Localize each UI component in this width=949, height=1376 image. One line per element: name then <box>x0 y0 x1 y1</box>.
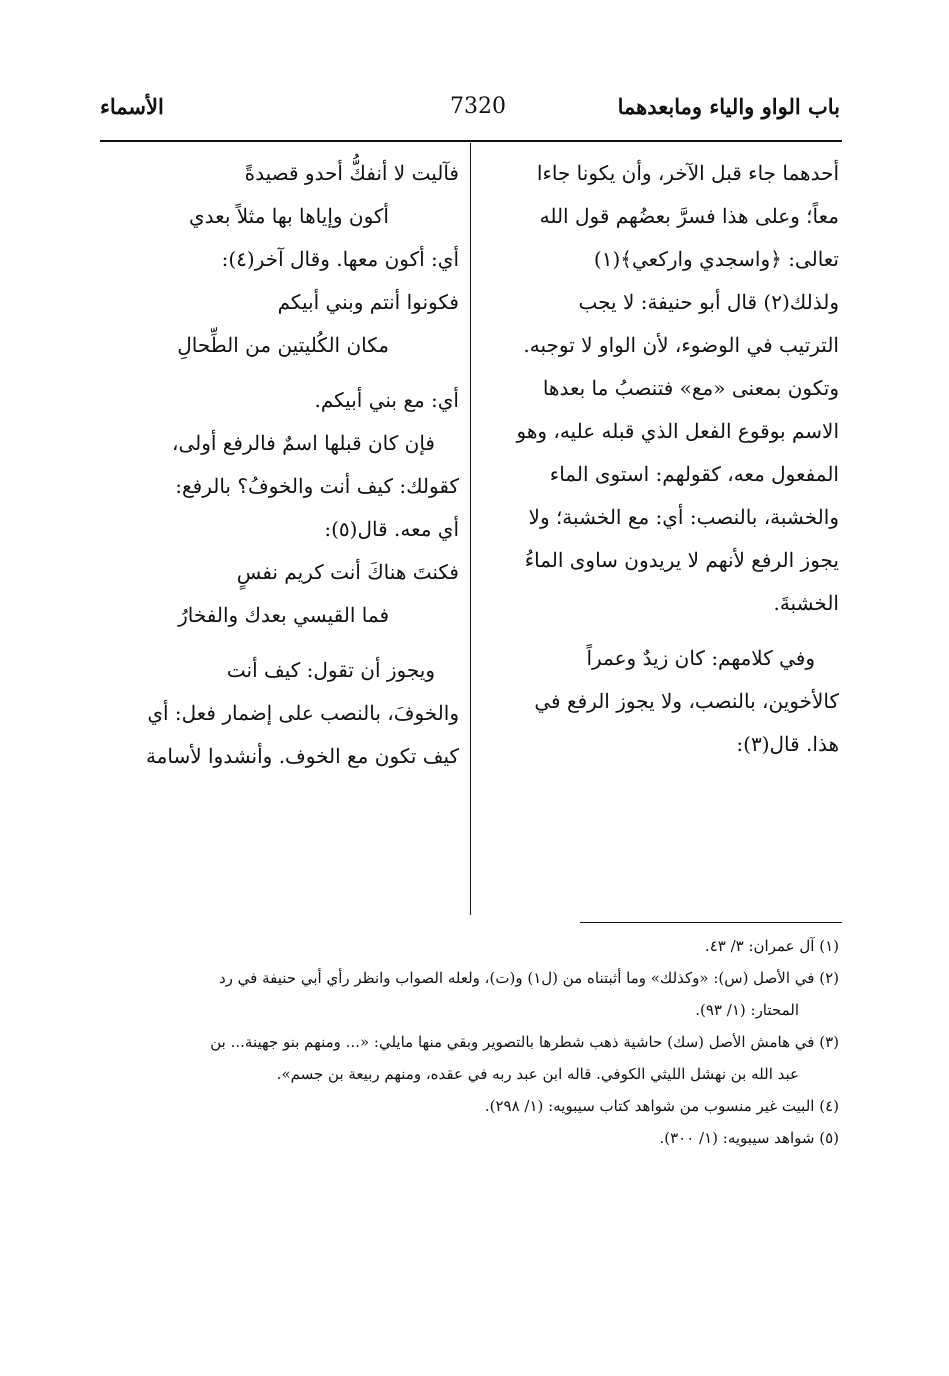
text-line: كقولك: كيف أنت والخوفُ؟ بالرفع: <box>175 474 459 498</box>
footnote-continuation: المحتار: (١/ ٩٣). <box>695 1001 799 1019</box>
verse-line: مكان الكُليتين من الطِّحالِ <box>177 333 389 357</box>
paragraph-gap <box>487 625 839 637</box>
text-line: هذا. قال(٣): <box>736 732 839 756</box>
text-line: والخوفَ، بالنصب على إضمار فعل: أي <box>147 701 459 725</box>
text-line: أي: أكون معها. وقال آخر(٤): <box>221 247 459 271</box>
text-line: الخشبةَ. <box>773 591 839 615</box>
verse-line: فآليت لا أنفكُّ أحدو قصيدةً <box>244 161 459 185</box>
page-number: 7320 <box>450 94 506 119</box>
footnote-continuation: عبد الله بن نهشل الليثي الكوفي. قاله ابن عبد ربه في عقده، ومنهم ربيعة بن جسم». <box>276 1065 799 1083</box>
running-header <box>100 94 840 134</box>
left-column <box>109 152 459 778</box>
text-line: معاً؛ وعلى هذا فسرَّ بعضُهم قول الله <box>539 204 839 228</box>
verse-line: فكنتَ هناكَ أنت كريم نفسٍ <box>236 560 459 584</box>
text-line: أي: مع بني أبيكم. <box>314 388 459 412</box>
text-line: يجوز الرفع لأنهم لا يريدون ساوى الماءُ <box>524 548 839 572</box>
footnote: (٢) في الأصل (س): «وكذلك» وما أثبتناه من (ل١) و(ت)، ولعله الصواب وانظر رأي أبي حنيفة في رد <box>218 969 839 987</box>
header-rule <box>100 140 842 142</box>
text-line: الاسم بوقوع الفعل الذي قبله عليه، وهو <box>516 419 839 443</box>
text-line: كيف تكون مع الخوف. وأنشدوا لأسامة <box>145 744 459 768</box>
paragraph-gap <box>109 367 459 379</box>
text-line: ولذلك(٢) قال أبو حنيفة: لا يجب <box>578 290 839 314</box>
text-line: تعالى: ﴿واسجدي واركعي﴾(١) <box>593 247 839 271</box>
verse-line: فكونوا أنتم وبني أبيكم <box>277 290 459 314</box>
column-divider <box>470 143 471 915</box>
text-line: الترتيب في الوضوء، لأن الواو لا توجبه. <box>523 333 839 357</box>
text-line: المفعول معه، كقولهم: استوى الماء <box>549 462 839 486</box>
footnotes <box>99 930 839 1154</box>
text-line: ويجوز أن تقول: كيف أنت <box>226 658 435 682</box>
footnote: (٥) شواهد سيبويه: (١/ ٣٠٠). <box>659 1129 839 1147</box>
footnote: (٤) البيت غير منسوب من شواهد كتاب سيبويه: (١/ ٢٩٨). <box>484 1097 839 1115</box>
paragraph-gap <box>109 637 459 649</box>
text-line: أحدهما جاء قبل الآخر، وأن يكونا جاءا <box>536 161 839 185</box>
right-column <box>487 152 839 766</box>
text-line: وفي كلامهم: كان زيدٌ وعمراً <box>586 646 815 670</box>
section-title: الأسماء <box>100 94 164 119</box>
text-line: فإن كان قبلها اسمٌ فالرفع أولى، <box>171 431 435 455</box>
chapter-title: باب الواو والياء ومابعدهما <box>617 94 840 119</box>
footnote: (١) آل عمران: ٣/ ٤٣. <box>704 937 839 955</box>
verse-line: فما القيسي بعدك والفخارُ <box>178 603 389 627</box>
text-line: كالأخوين، بالنصب، ولا يجوز الرفع في <box>534 689 839 713</box>
footnote: (٣) في هامش الأصل (سك) حاشية ذهب شطرها بالتصوير وبقي منها مايلي: «... ومنهم بنو جهينة... بن <box>210 1033 839 1051</box>
footnote-rule <box>580 922 842 923</box>
text-line: وتكون بمعنى «مع» فتنصبُ ما بعدها <box>542 376 839 400</box>
text-line: أي معه. قال(٥): <box>324 517 459 541</box>
verse-line: أكون وإياها بها مثلاً بعدي <box>189 204 389 228</box>
text-line: والخشبة، بالنصب: أي: مع الخشبة؛ ولا <box>528 505 839 529</box>
